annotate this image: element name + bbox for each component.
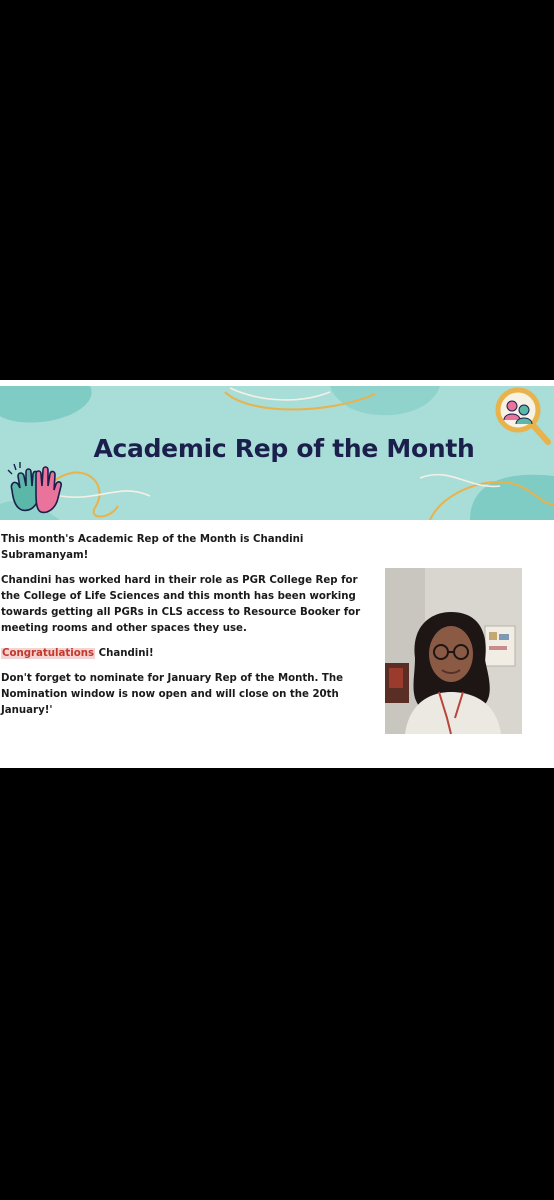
header-banner <box>0 386 554 520</box>
waving-hands-icon <box>6 460 64 516</box>
portrait-photo <box>385 568 522 734</box>
article-text <box>1 532 361 728</box>
banner-title: Academic Rep of the Month <box>93 434 475 463</box>
intro-paragraph: This month's Academic Rep of the Month is Chandini Subramanyam! <box>1 534 304 561</box>
body-paragraph: Chandini has worked hard in their role as PGR College Rep for the College of Life Sciences and this month has been working towards getting all PGRs in CLS access to Resource Booker for meeting rooms and other spaces they use. <box>1 575 361 634</box>
reminder-paragraph: Don't forget to nominate for January Rep of the Month. The Nomination window is now open and will close on the 20th January!' <box>1 673 343 716</box>
congrats-name: Chandini! <box>95 648 154 659</box>
magnifier-people-icon <box>494 386 552 446</box>
congrats-paragraph <box>1 646 361 662</box>
newsletter-card <box>0 380 554 768</box>
portrait-illustration <box>385 568 522 734</box>
congrats-highlight: Congratulations <box>2 648 95 659</box>
